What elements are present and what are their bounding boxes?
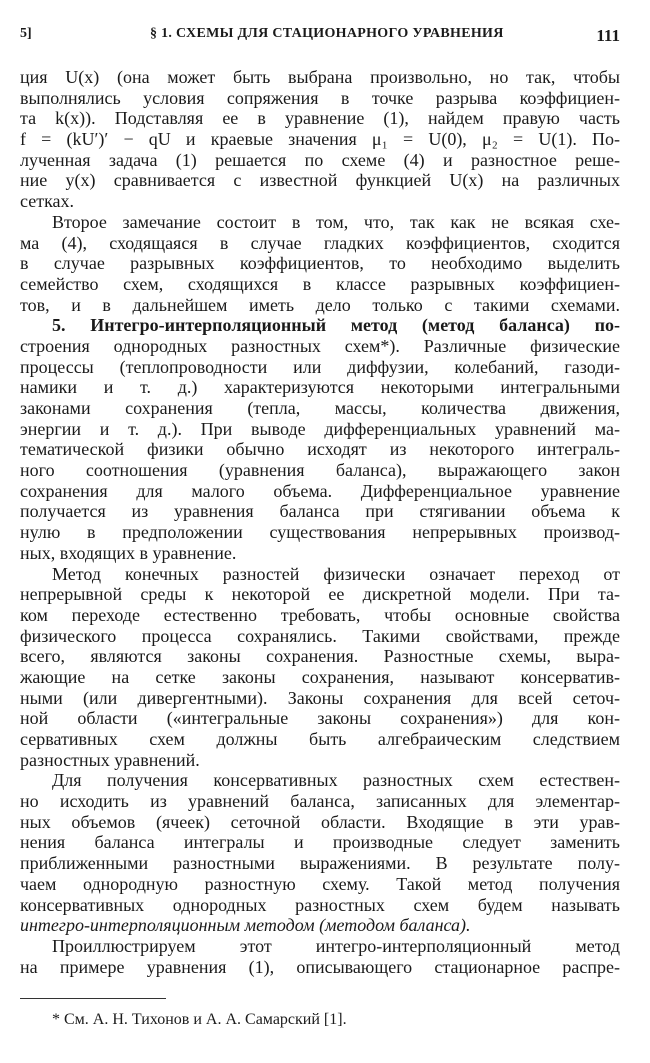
text-line: ной области («интегральные законы сохранения») для кон-	[20, 708, 620, 729]
text-line: ма (4), сходящаяся в случае гладких коэффициентов, сходится	[20, 232, 620, 253]
text-line: ком переходе естественно требовать, чтобы основные свойства	[20, 604, 620, 625]
text-line: жающие на сетке законы сохранения, называют консерватив-	[20, 666, 620, 687]
text-line: сетках.	[20, 191, 75, 212]
text-line: та k(x)). Подставляя ее в уравнение (1), найдем правую часть	[20, 108, 620, 129]
section-number: 5]	[20, 26, 32, 41]
running-head	[20, 26, 620, 48]
text-line: Метод конечных разностей физически означает переход от	[52, 563, 620, 584]
text-line: семейство схем, сходящихся в классе разрывных коэффициен-	[20, 273, 620, 294]
text-line: консервативных однородных разностных схем будем называть	[20, 894, 620, 915]
text-line: намики и т. д.) характеризуются некоторыми интегральными	[20, 377, 620, 398]
text-line: разностных уравнений.	[20, 749, 200, 770]
text-line: получается из уравнения баланса при стягивании объема к	[20, 501, 620, 522]
text-line: Второе замечание состоит в том, что, так как не всякая схе-	[52, 211, 620, 232]
text-line: выполнялись условия сопряжения в точке разрыва коэффициен-	[20, 87, 620, 108]
text-line: ных объемов (ячеек) сеточной области. Входящие в эти урав-	[20, 811, 620, 832]
text-line: f = (kU′)′ − qU и краевые значения μ₁ = U(0), μ₂ = U(1). По-	[20, 129, 620, 150]
footnote-divider	[20, 998, 166, 999]
text-line: строения однородных разностных схем*). Различные физические	[20, 335, 620, 356]
text-line: чаем однородную разностную схему. Такой метод получения	[20, 873, 620, 894]
text-line: тематической физики обычно исходят из некоторого интеграль-	[20, 439, 620, 460]
body-text	[20, 67, 620, 977]
text-line: в случае разрывных коэффициентов, то необходимо выделить	[20, 253, 620, 274]
text-line: интегро-интерполяционным методом (методом баланса).	[20, 915, 471, 936]
text-line: но исходить из уравнений баланса, записанных для элементар-	[20, 791, 620, 812]
text-line: Проиллюстрируем этот интегро-интерполяционный метод	[52, 935, 620, 956]
text-line: нулю в предположении существования непрерывных производ-	[20, 522, 620, 543]
text-line: ного соотношения (уравнения баланса), выражающего закон	[20, 460, 620, 481]
text-line: непрерывной среды к некоторой ее дискретной модели. При та-	[20, 584, 620, 605]
footnote: * См. А. Н. Тихонов и А. А. Самарский [1].	[52, 1011, 347, 1028]
text-line: всего, являются законы сохранения. Разностные схемы, выра-	[20, 646, 620, 667]
section-heading-line: 5. Интегро-интерполяционный метод (метод баланса) по-	[52, 315, 620, 336]
text-line: законами сохранения (тепла, массы, количества движения,	[20, 398, 620, 418]
text-line: ных, входящих в уравнение.	[20, 542, 237, 563]
text-line: процессы (теплопроводности или диффузии, колебаний, газоди-	[20, 356, 620, 377]
text-line: Для получения консервативных разностных схем естествен-	[52, 770, 620, 791]
text-line: ция U(x) (она может быть выбрана произвольно, но так, чтобы	[20, 67, 620, 87]
text-line: на примере уравнения (1), описывающего стационарное распре-	[20, 956, 620, 977]
text-line: сохранения для малого объема. Дифференциальное уравнение	[20, 480, 620, 501]
text-line: физического процесса сохранялись. Такими свойствами, прежде	[20, 625, 620, 646]
text-line: сервативных схем должны быть алгебраическим следствием	[20, 729, 620, 749]
running-title: § 1. СХЕМЫ ДЛЯ СТАЦИОНАРНОГО УРАВНЕНИЯ	[150, 26, 504, 41]
text-line: лученная задача (1) решается по схеме (4) и разностное реше-	[20, 149, 620, 170]
page-number: 111	[596, 26, 620, 45]
text-line: нения баланса интегралы и производные следует заменить	[20, 832, 620, 853]
text-line: ние y(x) сравнивается с известной функцией U(x) на различных	[20, 170, 620, 191]
text-line: энергии и т. д.). При выводе дифференциальных уравнений ма-	[20, 418, 620, 439]
text-line: тов, и в дальнейшем иметь дело только с такими схемами.	[20, 294, 620, 315]
text-line: ными (или дивергентными). Законы сохранения для всей сеточ-	[20, 687, 620, 708]
text-line: приближенными разностными выражениями. В результате полу-	[20, 853, 620, 874]
